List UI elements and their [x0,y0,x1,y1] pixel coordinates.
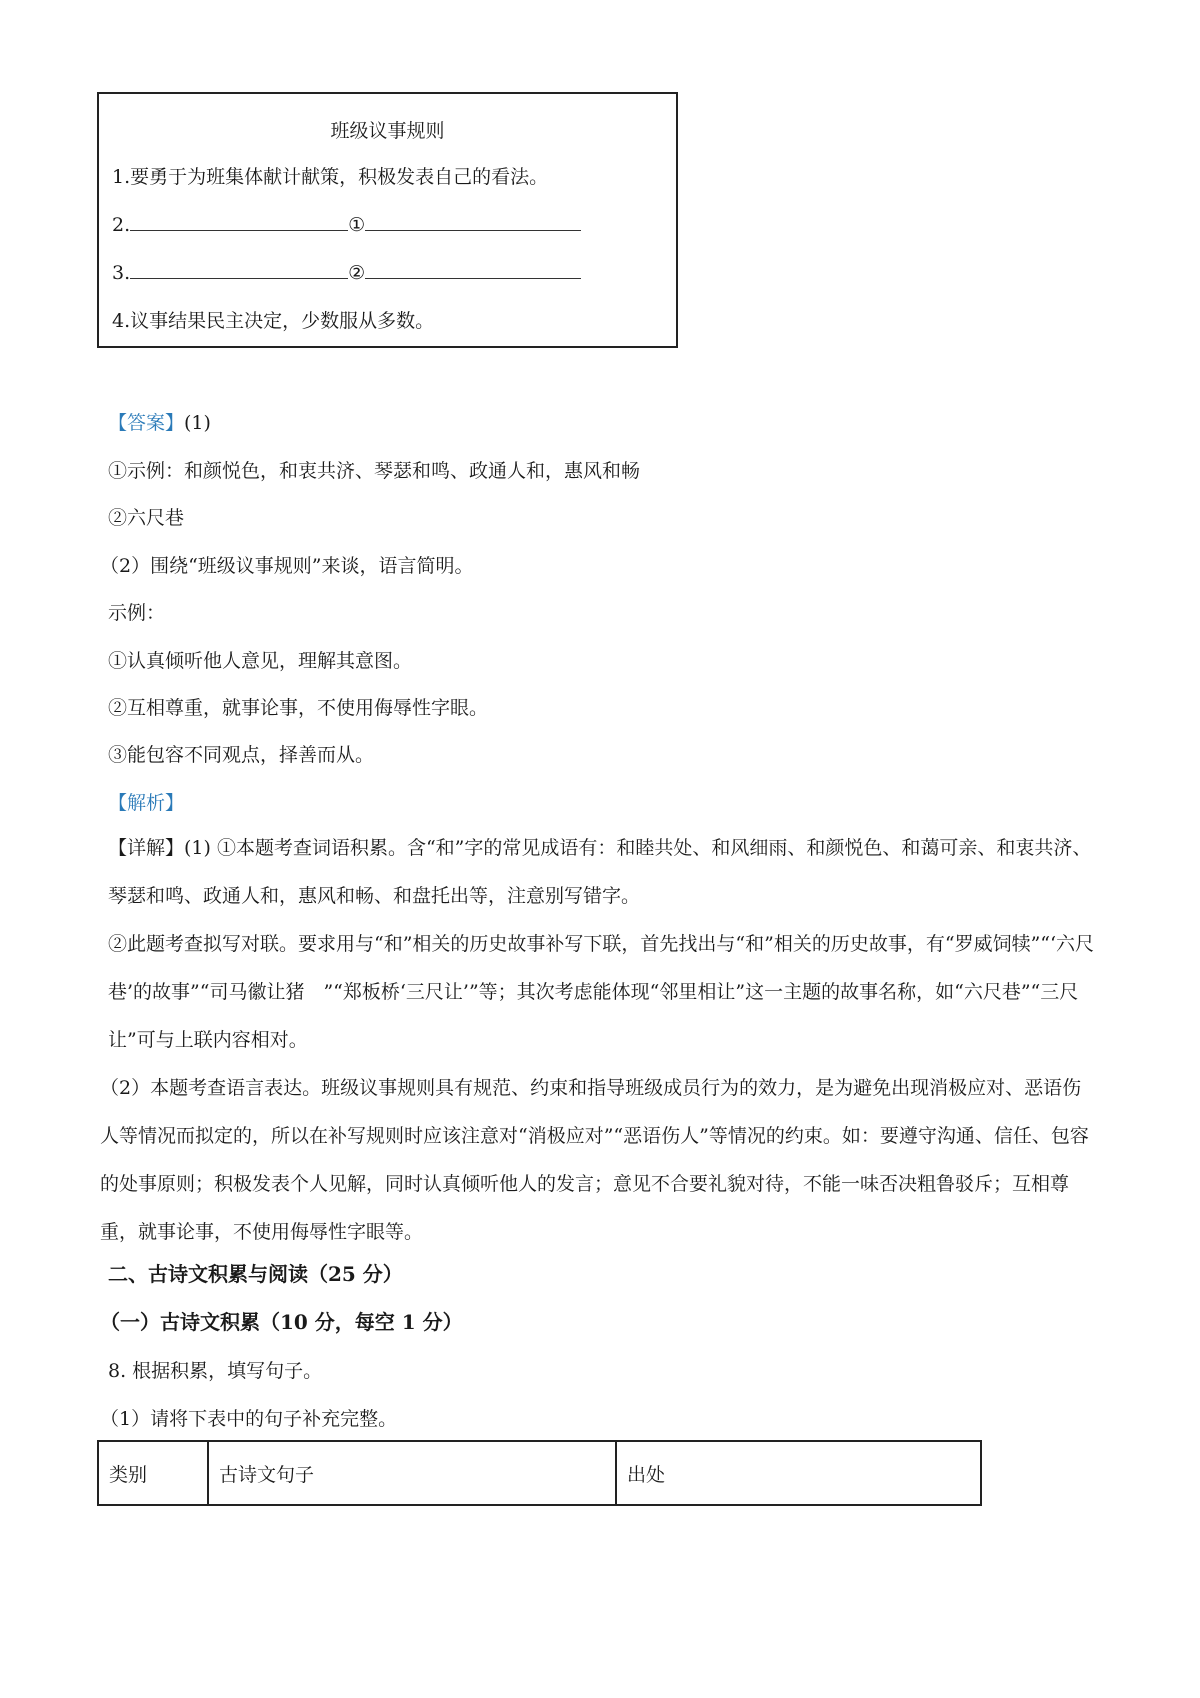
rule-line-2 [112,212,581,236]
rule-line-3-prefix: 3. [112,262,131,284]
example-3: ③能包容不同观点，择善而从。 [108,744,375,766]
detail-label: 【详解】 [108,837,185,859]
rules-box [97,92,678,348]
fill-blank[interactable] [365,212,581,231]
answer-line-1: ①示例：和颜悦色，和衷共济、琴瑟和鸣、政通人和，惠风和畅 [108,460,641,482]
answer-line-2: ②六尺巷 [108,507,185,529]
answer-part2: （2）围绕“班级议事规则”来谈，语言简明。 [100,555,474,577]
poem-table [97,1440,982,1506]
question-8-part-1: （1）请将下表中的句子补充完整。 [100,1408,398,1430]
analysis-paragraph-1 [108,824,1098,920]
rule-line-1: 1.要勇于为班集体献计献策，积极发表自己的看法。 [112,166,549,188]
blank-mark-1: ① [348,214,366,236]
question-8: 8. 根据积累，填写句子。 [108,1360,323,1382]
example-label: 示例： [108,602,166,624]
analysis-paragraph-3: （2）本题考查语言表达。班级议事规则具有规范、约束和指导班级成员行为的效力，是为避免出现消极应对、恶语伤人等情况而拟定的，所以在补写规则时应该注意对“消极应对”“恶语伤人”等情况的约束。如：要遵守沟通、信任、包容的处事原则；积极发表个人见解，同时认真倾听他人的发言；意见不合要礼貌对待，不能一味否决粗鲁驳斥；互相尊重，就事论事，不使用侮辱性字眼等。 [100,1077,1089,1243]
fill-blank[interactable] [365,260,581,279]
rule-line-4: 4.议事结果民主决定，少数服从多数。 [112,310,435,332]
answer-part1-label: (1) [184,412,211,434]
rules-title: 班级议事规则 [330,120,445,142]
example-1: ①认真倾听他人意见，理解其意图。 [108,650,413,672]
table-header-row [98,1441,981,1505]
rule-line-3 [112,260,581,284]
answer-tag: 【答案】 [108,412,185,434]
section-subheading: （一）古诗文积累（10 分，每空 1 分） [100,1310,463,1334]
fill-blank[interactable] [130,260,348,279]
example-2: ②互相尊重，就事论事，不使用侮辱性字眼。 [108,697,489,719]
analysis-p1-text: (1) ①本题考查词语积累。含“和”字的常见成语有：和睦共处、和风细雨、和颜悦色、和蔼可亲、和衷共济、琴瑟和鸣、政通人和，惠风和畅、和盘托出等，注意别写错字。 [108,837,1092,907]
table-header-sentence: 古诗文句子 [208,1441,616,1505]
table-header-source: 出处 [616,1441,981,1505]
blank-mark-2: ② [348,262,366,284]
answer-header [108,408,211,435]
fill-blank[interactable] [130,212,348,231]
table-header-category: 类别 [98,1441,208,1505]
rule-line-2-prefix: 2. [112,214,131,236]
analysis-paragraph-2: ②此题考查拟写对联。要求用与“和”相关的历史故事补写下联，首先找出与“和”相关的历史故事，有“罗威饲犊”“‘六尺巷’的故事”“司马徽让猪 ”“郑板桥‘三尺让’”等；其次考虑能体现“邻里相让”这一主题的故事名称，如“六尺巷”“三尺让”可与上联内容相对。 [108,933,1095,1051]
analysis-tag: 【解析】 [108,792,185,814]
section-heading: 二、古诗文积累与阅读（25 分） [108,1262,403,1286]
